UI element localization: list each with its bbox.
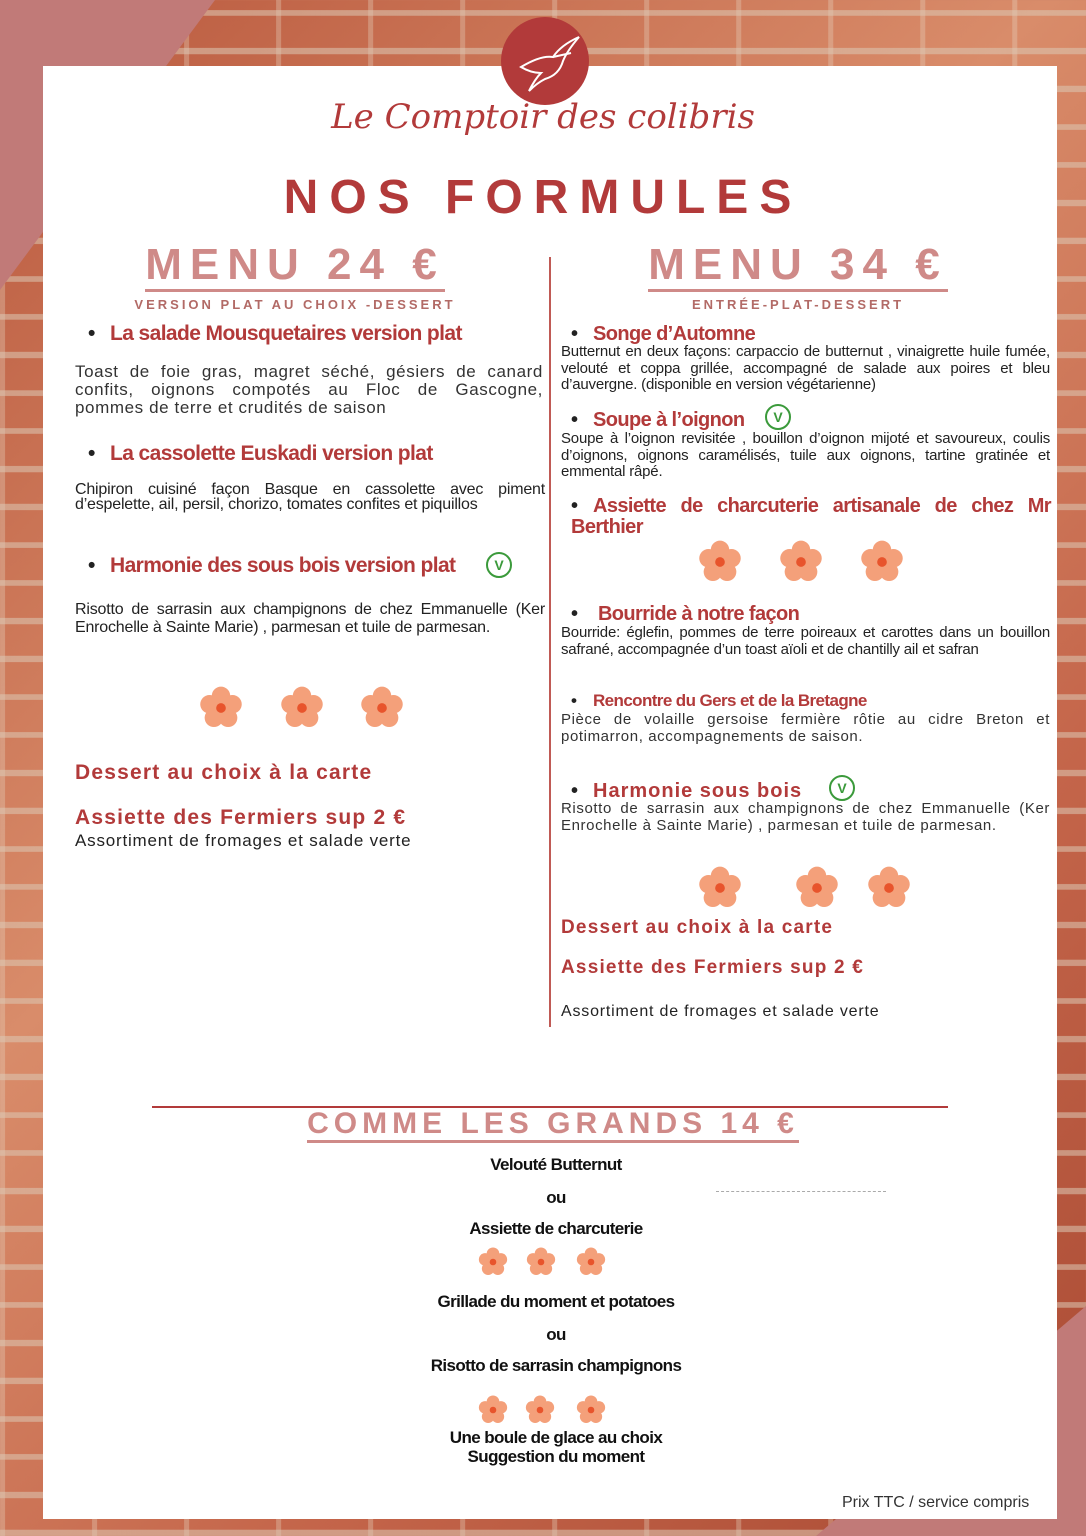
menu-24-dish-3: • Harmonie des sous bois version plat [88,554,456,577]
menu-34-dish-6-desc: Risotto de sarrasin aux champignons de chez Emmanuelle (Ker Enrochelle à Sainte Marie) , parmesan et tuile de parmesan. [561,800,1050,834]
flower-icon [865,864,913,917]
hummingbird-icon [501,17,589,105]
flower-icon [197,684,245,737]
menu-34-dish-5: • Rencontre du Gers et de la Bretagne [571,691,867,710]
menu-34-dish-5-desc: Pièce de volaille gersoise fermière rôtie au cidre Breton et potimarron, accompagnements de saison. [561,711,1050,745]
flower-icon [696,538,744,591]
menu-34-dish-2: • Soupe à l’oignon [571,409,745,431]
price-footnote: Prix TTC / service compris [842,1494,1030,1511]
flower-icon [574,1393,608,1432]
flower-icon [476,1393,510,1432]
menu-24-subtitle: VERSION PLAT AU CHOIX -DESSERT [134,297,456,312]
kids-item: Assiette de charcuterie [469,1219,643,1238]
hummingbird-logo [501,17,589,105]
menu-24-cheese-title: Assiette des Fermiers sup 2 € [75,806,407,829]
column-divider [549,257,551,1027]
menu-24-title: MENU 24 € [75,240,515,290]
flower-icon [476,1245,510,1284]
kids-item: Suggestion du moment [467,1447,645,1466]
menu-24-dish-2: • La cassolette Euskadi version plat [88,442,433,465]
menu-34-dish-3: • Assiette de charcuterie artisanale de chez Mr Berthier [571,495,1051,538]
menu-24-cheese-desc: Assortiment de fromages et salade verte [75,831,412,850]
flower-icon [777,538,825,591]
kids-item: Velouté Butternut [490,1155,622,1174]
menu-34-dish-4-desc: Bourride: églefin, pommes de terre poireaux et carottes dans un bouillon safrané, accompagnée d’un toast aïoli et de chantilly ail et safran [561,624,1050,658]
page-title: NOS FORMULES [283,171,803,224]
menu-34-dish-6: • Harmonie sous bois [571,780,803,802]
brand-name: Le Comptoir des colibris [331,97,755,137]
menu-24-dish-2-desc: Chipiron cuisiné façon Basque en cassolette avec piment d’espelette, ail, persil, chorizo, tomates confites et piquillos [75,481,545,513]
menu-34-dessert: Dessert au choix à la carte [561,917,834,938]
menu-34-cheese-title: Assiette des Fermiers sup 2 € [561,957,865,978]
vegetarian-icon: V [486,552,512,578]
kids-or: ou [546,1188,566,1207]
menu-24-dessert: Dessert au choix à la carte [75,761,373,784]
flower-icon [523,1393,557,1432]
flower-icon [278,684,326,737]
menu-34-title: MENU 34 € [578,240,1018,290]
flower-icon [793,864,841,917]
flower-icon [696,864,744,917]
flower-icon [524,1245,558,1284]
flower-icon [574,1245,608,1284]
menu-24-dish-3-desc: Risotto de sarrasin aux champignons de chez Emmanuelle (Ker Enrochelle à Sainte Marie) , parmesan et tuile de parmesan. [75,601,545,636]
menu-34-subtitle: ENTRÉE-PLAT-DESSERT [691,297,905,312]
menu-34-cheese-desc: Assortiment de fromages et salade verte [561,1003,880,1020]
kids-item: Grillade du moment et potatoes [437,1292,675,1311]
menu-24-dish-1-desc: Toast de foie gras, magret séché, gésiers de canard confits, oignons compotés au Floc de Gascogne, pommes de terre et crudités de saison [75,362,543,417]
menu-34-dish-1: • Songe d’Automne [571,323,756,345]
flower-icon [858,538,906,591]
vegetarian-icon: V [765,404,791,430]
kids-item: Risotto de sarrasin champignons [430,1356,682,1375]
vegetarian-icon: V [829,775,855,801]
menu-34-dish-2-desc: Soupe à l’oignon revisitée , bouillon d’oignon mijoté et savoureux, coulis d’oignons, oignons caramélisés, tuile aux oignons, tartine gratinée et emmental râpé. [561,430,1050,480]
kids-item: Une boule de glace au choix [449,1428,663,1447]
menu-34-dish-4: • Bourride à notre façon [571,603,800,625]
kids-menu-title: COMME LES GRANDS 14 € [0,1107,1086,1141]
kids-or: ou [546,1325,566,1344]
menu-34-dish-1-desc: Butternut en deux façons: carpaccio de butternut , vinaigrette huile fumée, velouté et coppa grillée, accompagné de salade aux poires et bleu d’auvergne. (disponible en version végétarienne) [561,343,1050,393]
flower-icon [358,684,406,737]
menu-24-dish-1: • La salade Mousquetaires version plat [88,322,462,345]
